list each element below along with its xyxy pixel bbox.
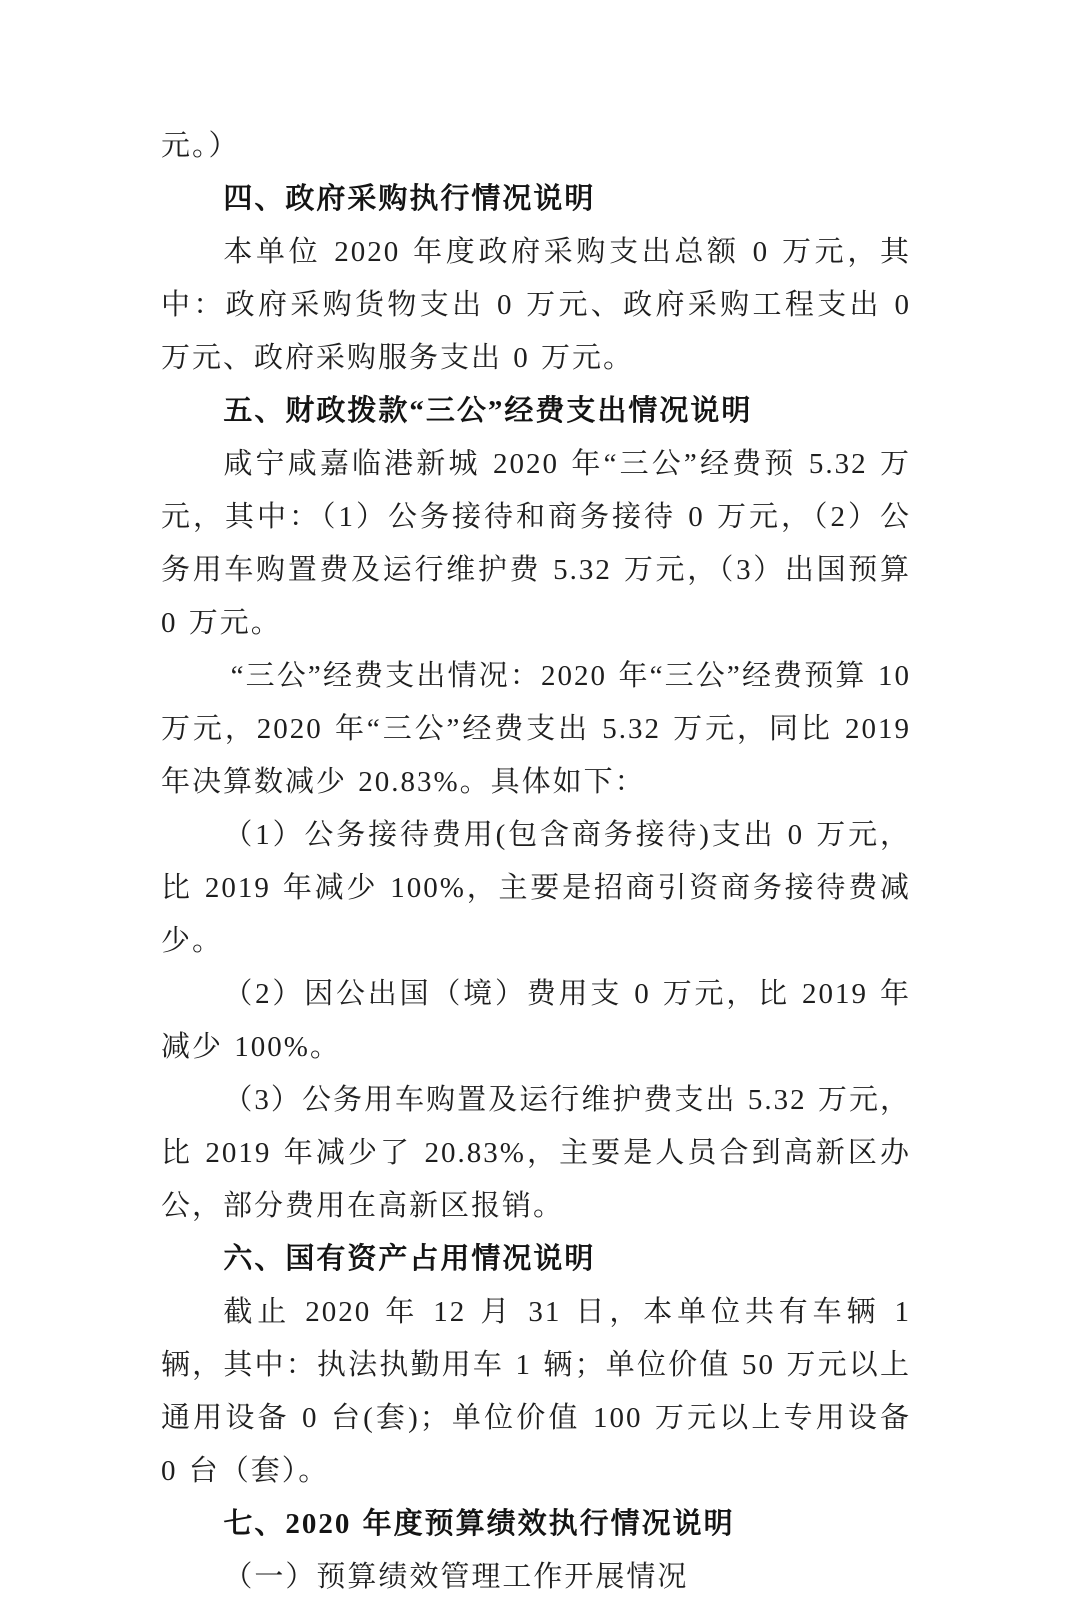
section-heading-5-three-public-expenses: 五、财政拨款“三公”经费支出情况说明 (223, 395, 753, 427)
paragraph-continuation-tail: 元。） (161, 130, 240, 162)
paragraph-procurement-spending: 本单位 2020 年度政府采购支出总额 0 万元，其中：政府采购货物支出 0 万元、政府采购工程支出 0 万元、政府采购服务支出 0 万元。 (161, 236, 911, 374)
paragraph-item-2-overseas-travel: （2）因公出国（境）费用支 0 万元，比 2019 年减少 100%。 (161, 978, 911, 1063)
paragraph-three-public-spending-summary: “三公”经费支出情况：2020 年“三公”经费预算 10 万元，2020 年“三公”经费支出 5.32 万元，同比 2019 年决算数减少 20.83%。具体如下： (161, 660, 911, 798)
paragraph-item-1-official-reception: （1）公务接待费用(包含商务接待)支出 0 万元，比 2019 年减少 100%，主要是招商引资商务接待费减少。 (161, 819, 911, 957)
paragraph-three-public-budget-breakdown: 咸宁咸嘉临港新城 2020 年“三公”经费预 5.32 万元，其中：（1）公务接待和商务接待 0 万元，（2）公务用车购置费及运行维护费 5.32 万元，（3）出国预算 0 万元。 (161, 448, 911, 639)
paragraph-state-assets-detail: 截止 2020 年 12 月 31 日，本单位共有车辆 1 辆，其中：执法执勤用车 1 辆；单位价值 50 万元以上通用设备 0 台(套)；单位价值 100 万元以上专用设备 0 台（套）。 (161, 1296, 911, 1487)
section-heading-7-budget-performance: 七、2020 年度预算绩效执行情况说明 (223, 1508, 735, 1540)
sub-heading-performance-management: （一）预算绩效管理工作开展情况 (223, 1561, 689, 1593)
section-heading-4-government-procurement: 四、政府采购执行情况说明 (223, 183, 596, 215)
section-heading-6-state-assets: 六、国有资产占用情况说明 (223, 1243, 596, 1275)
paragraph-item-3-official-vehicles: （3）公务用车购置及运行维护费支出 5.32 万元，比 2019 年减少了 20.83%，主要是人员合到高新区办公，部分费用在高新区报销。 (161, 1084, 911, 1222)
